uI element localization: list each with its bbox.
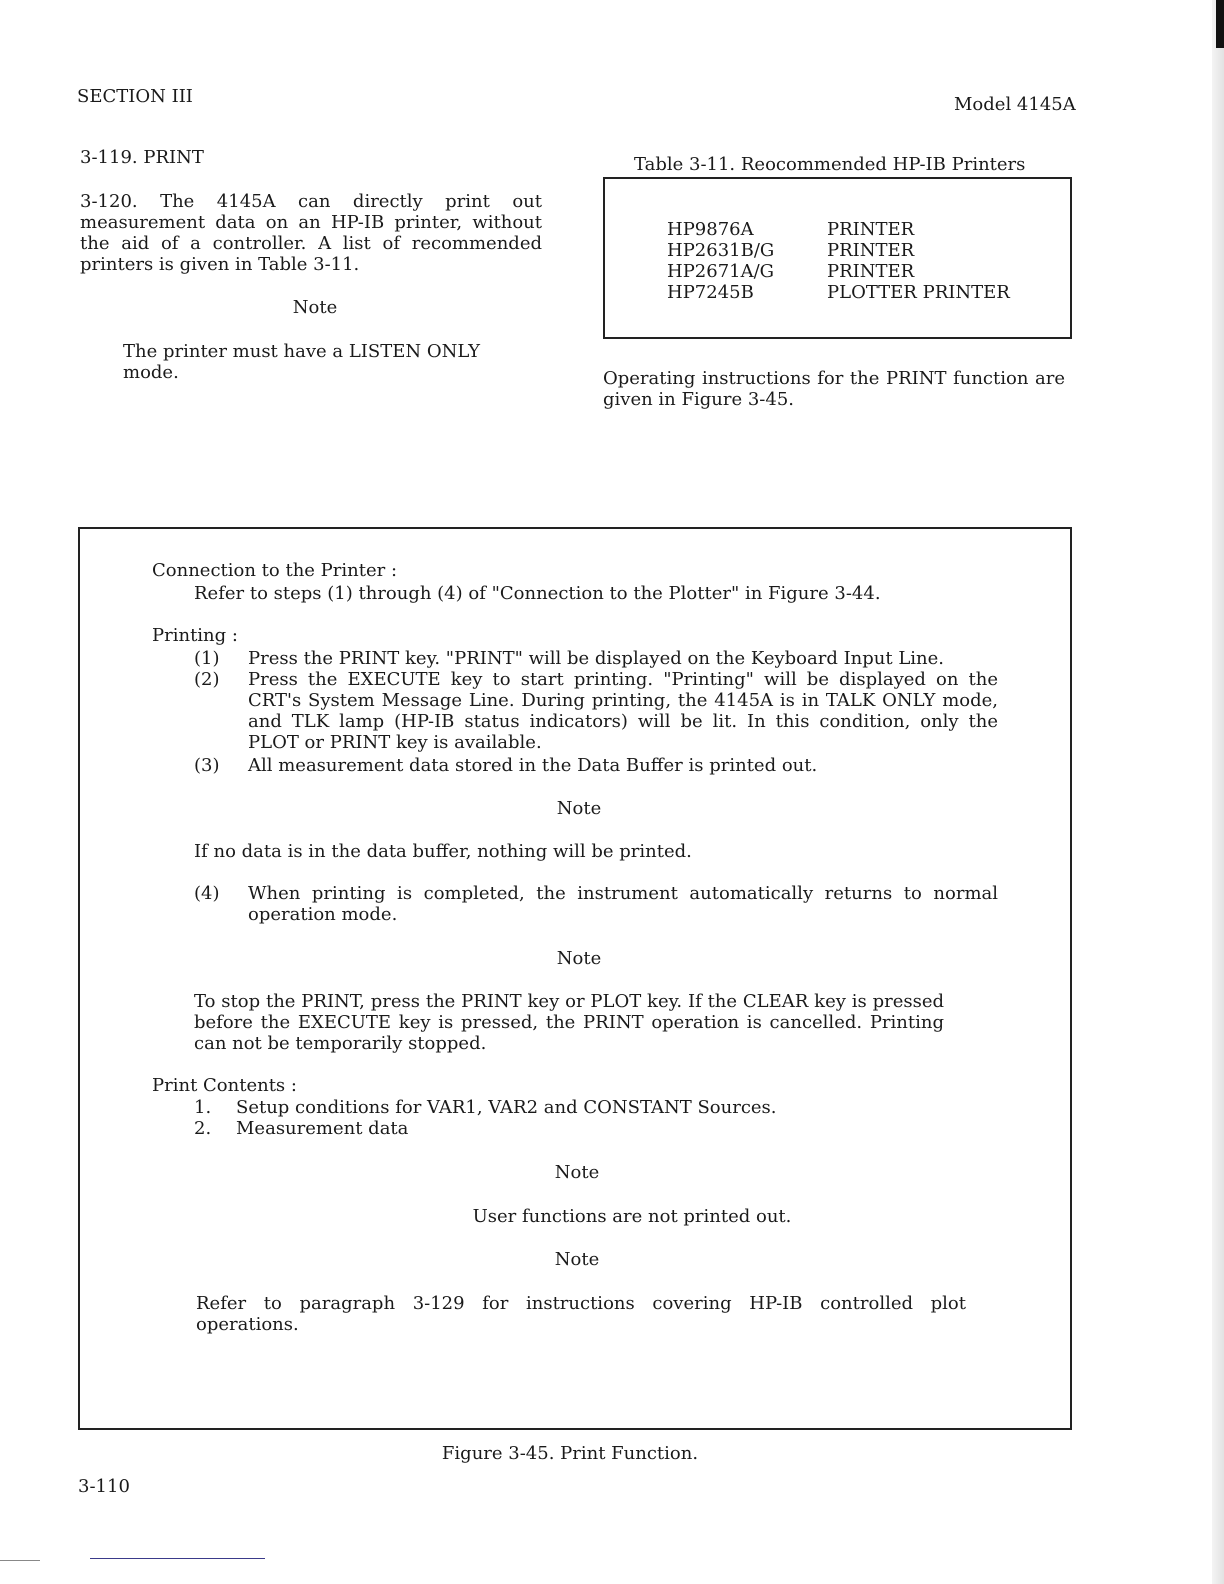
note-text: The printer must have a LISTEN ONLY mode. (123, 341, 481, 383)
contents-heading: Print Contents : (152, 1075, 297, 1096)
step-text: Press the PRINT key. "PRINT" will be displayed on the Keyboard Input Line. (248, 648, 945, 669)
item-number: 2. (194, 1118, 212, 1139)
step-text: All measurement data stored in the Data Buffer is printed out. (248, 755, 818, 776)
list-item (194, 648, 1004, 669)
scan-scratch (90, 1558, 265, 1559)
printer-model: HP2671A/G (667, 261, 775, 282)
scan-edge (1212, 0, 1224, 1584)
scan-scratch (0, 1560, 40, 1561)
note-label: Note (554, 1162, 600, 1183)
note-label: Note (556, 798, 602, 819)
list-item (194, 669, 1004, 753)
list-item (194, 883, 1004, 925)
printer-model: HP9876A (667, 219, 754, 240)
item-number: 1. (194, 1097, 212, 1118)
operating-paragraph: Operating instructions for the PRINT function are given in Figure 3-45. (603, 368, 1065, 410)
table-row (605, 282, 1025, 303)
printer-type: PRINTER (827, 240, 915, 261)
step-text: Press the EXECUTE key to start printing. "Printing" will be displayed on the CRT's System Message Line. During printing, the 4145A is in TALK ONLY mode, and TLK lamp (HP-IB status indicators) will be lit. In this condition, only the PLOT or PRINT key is available. (248, 669, 998, 753)
list-item (194, 1097, 894, 1118)
note-text: User functions are not printed out. (472, 1206, 792, 1227)
printer-model: HP2631B/G (667, 240, 775, 261)
note-label: Note (292, 297, 338, 318)
scan-edge-mark (1216, 0, 1224, 48)
printer-model: HP7245B (667, 282, 754, 303)
section-label: SECTION III (77, 86, 193, 107)
table-row (605, 261, 1025, 282)
model-label: Model 4145A (954, 94, 1076, 115)
intro-paragraph: 3-120. The 4145A can directly print out measurement data on an HP-IB printer, without the aid of a controller. A list of recommended printers is given in Table 3-11. (80, 191, 542, 275)
step-number: (2) (194, 669, 220, 690)
note-text: Refer to paragraph 3-129 for instructions covering HP-IB controlled plot operations. (196, 1293, 966, 1335)
note-label: Note (554, 1249, 600, 1270)
printer-type: PRINTER (827, 219, 915, 240)
step-number: (1) (194, 648, 220, 669)
table-row (605, 219, 1025, 240)
note-text: If no data is in the data buffer, nothing will be printed. (194, 841, 692, 862)
table-row (605, 240, 1025, 261)
page-number: 3-110 (78, 1476, 130, 1497)
figure-box (78, 527, 1072, 1430)
figure-caption: Figure 3-45. Print Function. (441, 1443, 699, 1464)
connection-text: Refer to steps (1) through (4) of "Connection to the Plotter" in Figure 3-44. (194, 583, 881, 604)
step-number: (3) (194, 755, 220, 776)
item-text: Setup conditions for VAR1, VAR2 and CONSTANT Sources. (236, 1097, 777, 1118)
printer-type: PRINTER (827, 261, 915, 282)
printer-table (603, 177, 1072, 339)
printer-type: PLOTTER PRINTER (827, 282, 1010, 303)
list-item (194, 755, 1004, 776)
table-caption: Table 3-11. Reocommended HP-IB Printers (634, 154, 1026, 175)
section-heading: 3-119. PRINT (80, 147, 204, 168)
step-text: When printing is completed, the instrument automatically returns to normal operation mode. (248, 883, 998, 925)
item-text: Measurement data (236, 1118, 409, 1139)
note-text: To stop the PRINT, press the PRINT key or PLOT key. If the CLEAR key is pressed before the EXECUTE key is pressed, the PRINT operation is cancelled. Printing can not be temporarily stopped. (194, 991, 944, 1054)
connection-heading: Connection to the Printer : (152, 560, 398, 581)
list-item (194, 1118, 894, 1139)
note-label: Note (556, 948, 602, 969)
step-number: (4) (194, 883, 220, 904)
printing-heading: Printing : (152, 625, 238, 646)
